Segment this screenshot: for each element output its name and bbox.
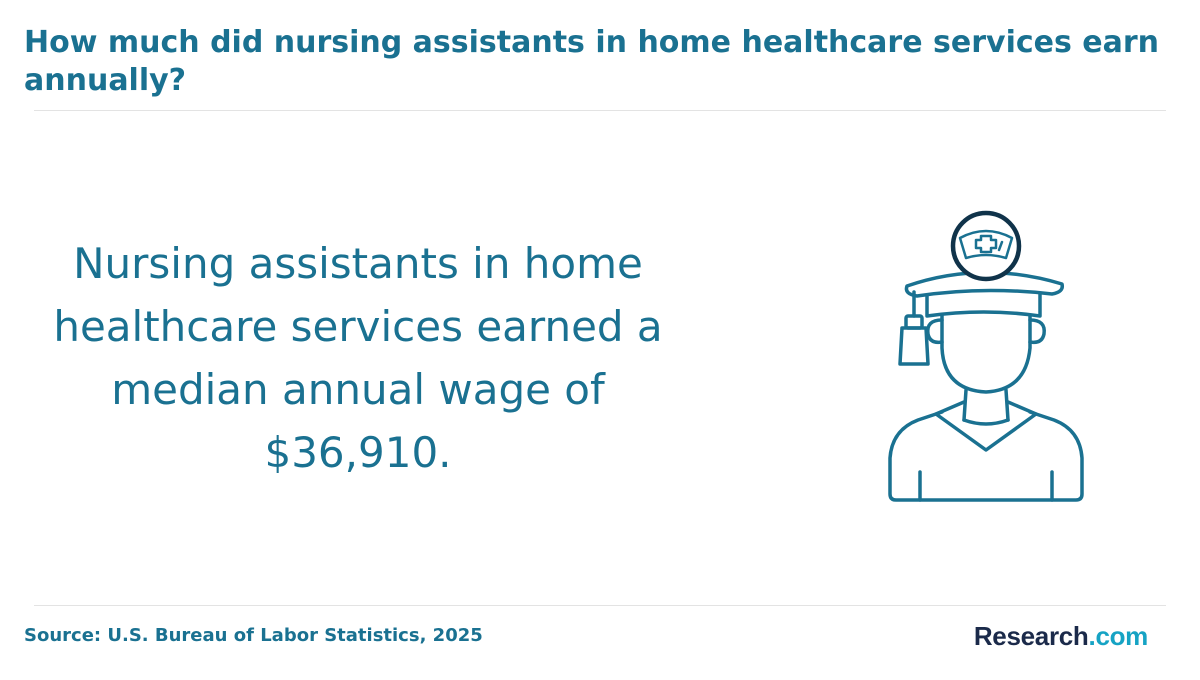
logo-suffix-text: .com (1088, 621, 1148, 651)
source-citation: Source: U.S. Bureau of Labor Statistics, 2025 (24, 625, 483, 646)
footer-divider (34, 605, 1166, 606)
header-divider (34, 110, 1166, 111)
page-title: How much did nursing assistants in home healthcare services earn annually? (24, 25, 1160, 98)
nurse-graduate-icon (872, 202, 1096, 514)
logo-main-text: Research (973, 621, 1089, 651)
main-statement: Nursing assistants in home healthcare services earned a median annual wage of $36,910. (53, 239, 663, 477)
research-com-logo (974, 620, 1148, 652)
